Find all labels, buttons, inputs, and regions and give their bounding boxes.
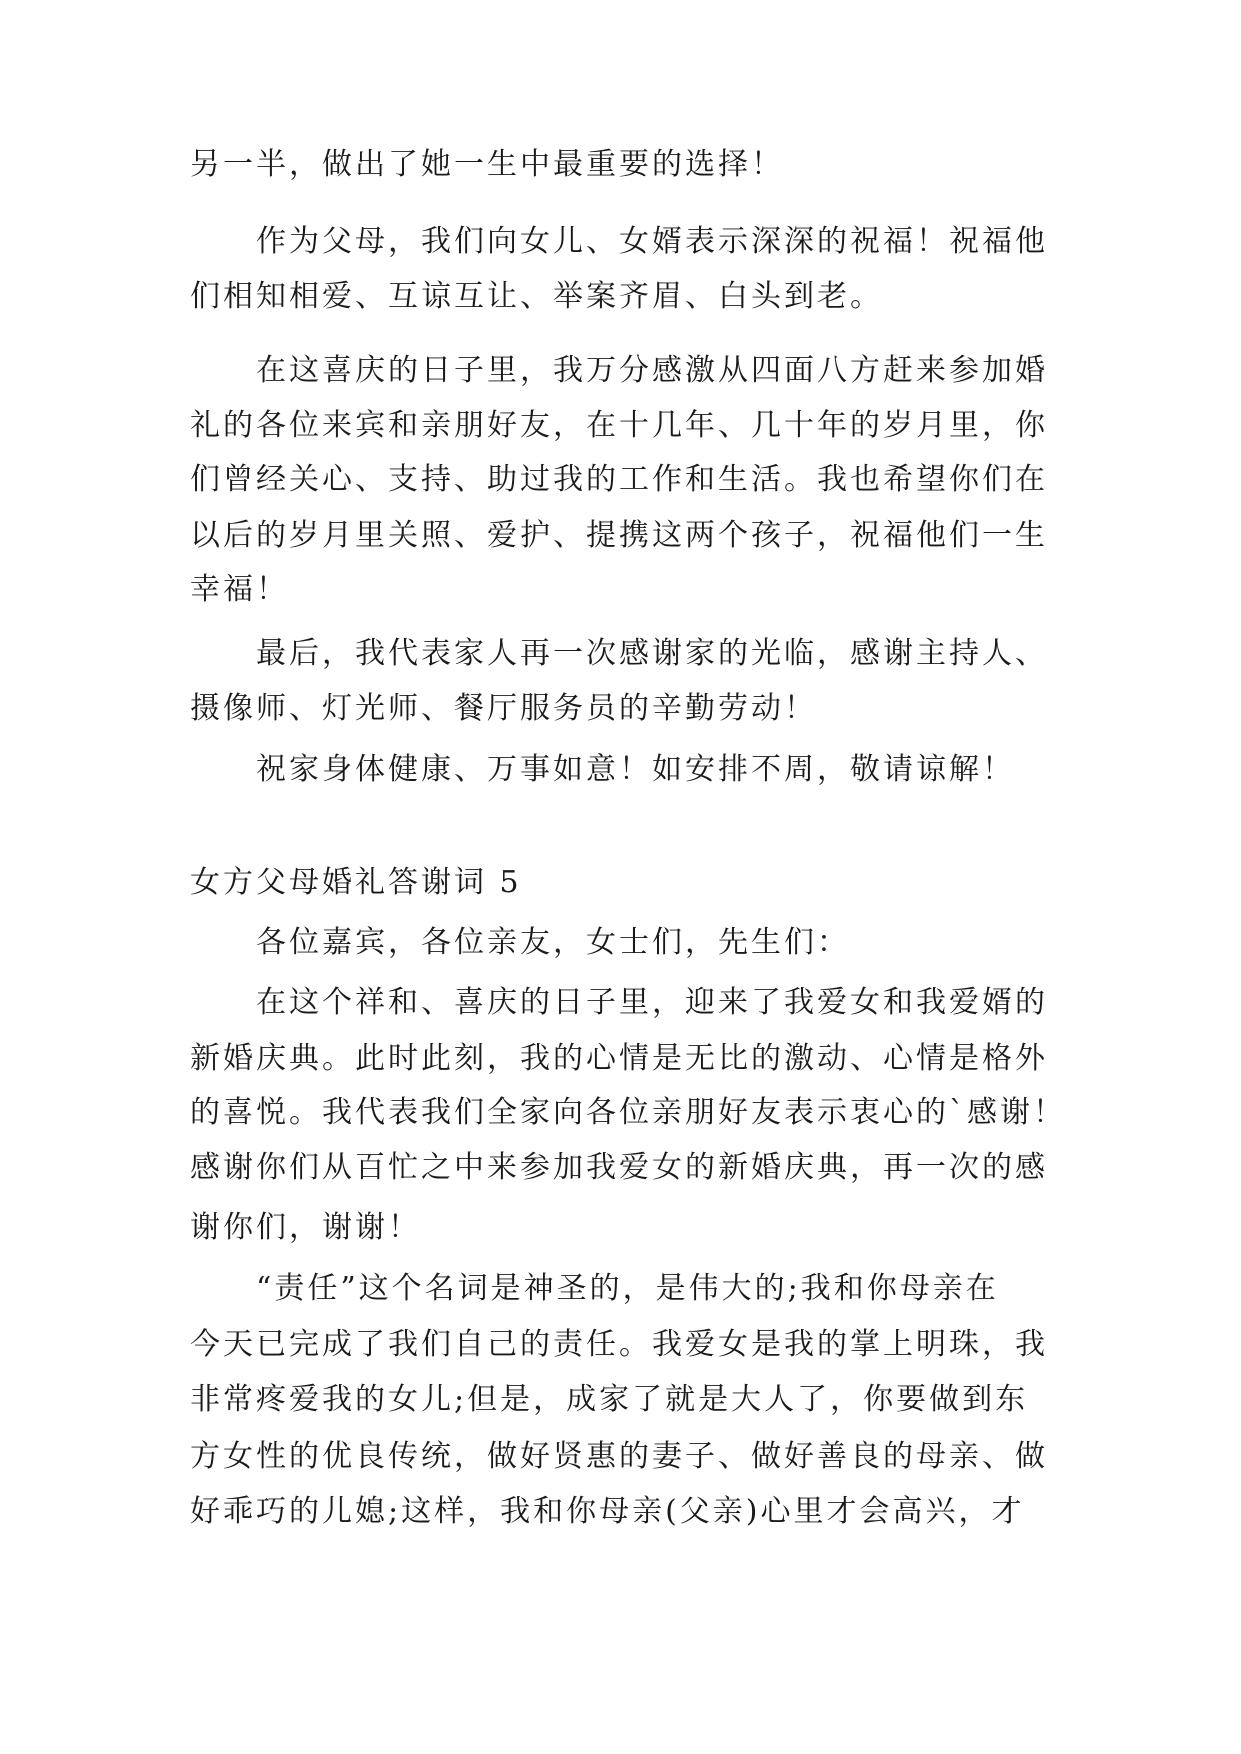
- text-line: 幸福！: [190, 572, 289, 607]
- text-line: 感谢你们从百忙之中来参加我爱女的新婚庆典，再一次的感: [190, 1150, 1048, 1185]
- text-line: 的喜悦。我代表我们全家向各位亲朋好友表示衷心的`感谢！: [190, 1095, 1066, 1130]
- paragraph-first-line: 在这喜庆的日子里，我万分感激从四面八方赶来参加婚: [256, 353, 1048, 388]
- text-line: 新婚庆典。此时此刻，我的心情是无比的激动、心情是格外: [190, 1041, 1048, 1076]
- paragraph-first-line: 各位嘉宾，各位亲友，女士们，先生们：: [256, 925, 850, 960]
- paragraph-first-line: 最后，我代表家人再一次感谢家的光临，感谢主持人、: [256, 636, 1048, 671]
- text-line: 礼的各位来宾和亲朋好友，在十几年、几十年的岁月里，你: [190, 408, 1048, 443]
- section-heading: 女方父母婚礼答谢词 5: [190, 865, 522, 900]
- paragraph-first-line: 作为父母，我们向女儿、女婿表示深深的祝福！祝福他: [256, 224, 1048, 259]
- text-line: 好乖巧的儿媳;这样，我和你母亲(父亲)心里才会高兴，才: [190, 1494, 1025, 1529]
- text-line: 摄像师、灯光师、餐厅服务员的辛勤劳动！: [190, 691, 817, 726]
- text-line: 以后的岁月里关照、爱护、提携这两个孩子，祝福他们一生: [190, 518, 1048, 553]
- text-line: 非常疼爱我的女儿;但是，成家了就是大人了，你要做到东: [190, 1382, 1029, 1417]
- paragraph-first-line: “责任”这个名词是神圣的，是伟大的;我和你母亲在: [256, 1271, 999, 1306]
- text-line: 今天已完成了我们自己的责任。我爱女是我的掌上明珠，我: [190, 1327, 1048, 1362]
- paragraph-first-line: 在这个祥和、喜庆的日子里，迎来了我爱女和我爱婿的: [256, 985, 1048, 1020]
- text-line: 们曾经关心、支持、助过我的工作和生活。我也希望你们在: [190, 462, 1048, 497]
- text-line: 另一半，做出了她一生中最重要的选择！: [190, 147, 784, 182]
- paragraph-first-line: 祝家身体健康、万事如意！如安排不周，敬请谅解！: [256, 752, 1015, 787]
- text-line: 谢你们，谢谢！: [190, 1210, 421, 1245]
- text-line: 方女性的优良传统，做好贤惠的妻子、做好善良的母亲、做: [190, 1439, 1048, 1474]
- text-line: 们相知相爱、互谅互让、举案齐眉、白头到老。: [190, 279, 883, 314]
